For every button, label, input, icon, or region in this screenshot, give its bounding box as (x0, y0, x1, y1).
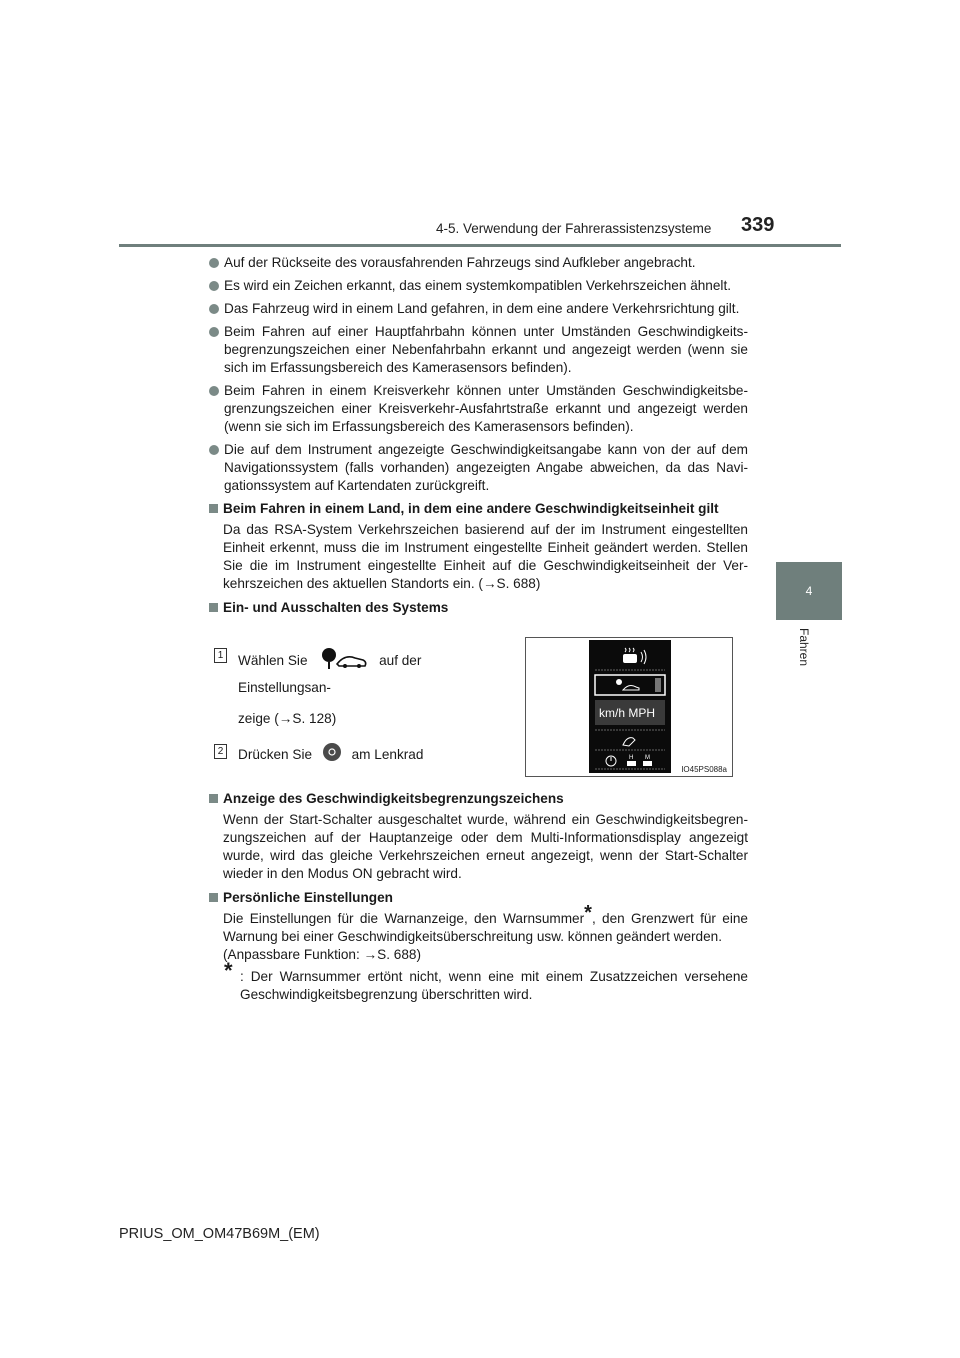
step-text-after: am Lenkrad (351, 747, 424, 763)
speed-sign-car-icon (616, 679, 639, 690)
list-item (208, 254, 748, 272)
list-item (208, 277, 748, 295)
unit-text: km/h MPH (599, 706, 656, 720)
bullet-dot-icon (209, 386, 219, 396)
step-number: 2 (214, 744, 227, 759)
list-item (208, 382, 748, 436)
header-rule (119, 244, 841, 247)
personal-text-b: , den Grenzwert für eine Warnung bei einer Geschwindigkeitsüberschreitung usw. können geändert werden. (223, 911, 748, 944)
step-2 (214, 742, 510, 769)
section-heading-personal (208, 889, 748, 907)
list-item (208, 300, 748, 318)
list-item-text: Beim Fahren auf einer Hauptfahrbahn können unter Umständen Geschwindigkeits-begrenzungszeichen einer Nebenfahrbahn erkannt und angezeigt werden (wenn sie sich im Erfassungsbereich des Kamerasensors befinden). (224, 324, 748, 375)
section-text-unit: Da das RSA-System Verkehrszeichen basierend auf der im Instrument eingestellten Einheit erkennt, muss die im Instrument eingestellte Einheit geändert werden. Stellen Sie die im Instrument eingestellte Einheit auf die Geschwindigkeitseinheit der Ver-kehrszeichen des aktuellen Standorts ein. (→S. 688) (223, 522, 748, 591)
section-square-icon (209, 893, 218, 902)
coffee-cup-icon (623, 648, 646, 664)
section-heading-unit (208, 500, 748, 518)
main-content (208, 254, 748, 620)
bullet-dot-icon (209, 258, 219, 268)
section-heading-onoff (208, 599, 748, 617)
bullet-dot-icon (209, 281, 219, 291)
list-item-text: Auf der Rückseite des vorausfahrenden Fahrzeugs sind Aufkleber angebracht. (224, 255, 696, 270)
steering-button-icon (322, 742, 342, 769)
section-square-icon (209, 504, 218, 513)
personal-text-a: Die Einstellungen für die Warnanzeige, den Warnsummer (223, 911, 585, 926)
section-square-icon (209, 603, 218, 612)
list-item-text: Die auf dem Instrument angezeigte Geschwindigkeitsangabe kann von der auf dem Navigationssystem (falls vorhanden) angezeigten Angabe abweichen, da das Navi-gationssystem auf Kartendaten zurückgreift. (224, 442, 748, 493)
footnote-marker: * (584, 902, 592, 924)
list-item (208, 441, 748, 495)
step-1 (214, 646, 510, 730)
step-text-line2: zeige (→S. 128) (238, 711, 337, 726)
speed-sign-car-icon (317, 646, 369, 677)
steps (214, 646, 510, 769)
clock-icon (606, 756, 616, 766)
section-text-display: Wenn der Start-Schalter ausgeschaltet wurde, während ein Geschwindigkeitsbegren-zungszeichen auf der Hauptanzeige oder dem Multi-Informationsdisplay angezeigt wurde, wird das gleiche Verkehrszeichen erneut angezeigt, wenn der Start-Schalter wieder in den Modus ON gebracht wird. (223, 812, 748, 881)
bullet-dot-icon (209, 445, 219, 455)
list-item-text: Es wird ein Zeichen erkannt, das einem systemkompatiblen Verkehrszeichen ähnelt. (224, 278, 732, 293)
footnote-star: * (224, 958, 233, 983)
section-heading-text: Anzeige des Geschwindigkeitsbegrenzungszeichens (223, 791, 564, 806)
bullet-dot-icon (209, 327, 219, 337)
page-number: 339 (741, 214, 775, 236)
section-text-personal (208, 902, 748, 964)
footer-code: PRIUS_OM_OM47B69M_(EM) (119, 1226, 320, 1242)
bullet-dot-icon (209, 304, 219, 314)
btn-m: M (645, 755, 650, 761)
personal-text-c: (Anpassbare Funktion: →S. 688) (223, 947, 421, 962)
lower-content (208, 790, 748, 1004)
list-item-text: Das Fahrzeug wird in einem Land gefahren, in dem eine andere Verkehrsrichtung gilt. (224, 301, 740, 316)
step-number: 1 (214, 648, 227, 663)
figure-label: IO45PS088a (681, 765, 727, 774)
chapter-label: Fahren (797, 628, 811, 667)
section-heading-text: Ein- und Ausschalten des Systems (223, 600, 449, 615)
btn-h: H (629, 755, 634, 761)
step-text-after: auf der Einstellungsan- (238, 653, 422, 695)
header-section-title: 4-5. Verwendung der Fahrerassistenzsysteme (436, 221, 712, 236)
footnote (208, 958, 748, 1004)
display-figure (525, 637, 733, 777)
section-square-icon (209, 794, 218, 803)
section-heading-text: Beim Fahren in einem Land, in dem eine andere Geschwindigkeitseinheit gilt (223, 501, 719, 516)
chapter-tab: 4 (776, 562, 842, 620)
footnote-text: : Der Warnsummer ertönt nicht, wenn eine mit einem Zusatzzeichen versehene Geschwindigkeitsbegrenzung überschritten wird. (240, 969, 748, 1002)
step-text: Wählen Sie (238, 653, 308, 669)
lane-car-icon (623, 738, 635, 746)
list-item-text: Beim Fahren in einem Kreisverkehr können unter Umständen Geschwindigkeitsbe-grenzungszeichen einer Kreisverkehr-Ausfahrtstraße erkannt und angezeigt werden (wenn sie sich im Erfassungsbereich des Kamerasensors befinden). (224, 383, 748, 434)
list-item (208, 323, 748, 377)
section-heading-display (208, 790, 748, 808)
section-heading-text: Persönliche Einstellungen (223, 890, 393, 905)
step-text: Drücken Sie (238, 747, 313, 763)
instrument-screen (589, 640, 671, 773)
